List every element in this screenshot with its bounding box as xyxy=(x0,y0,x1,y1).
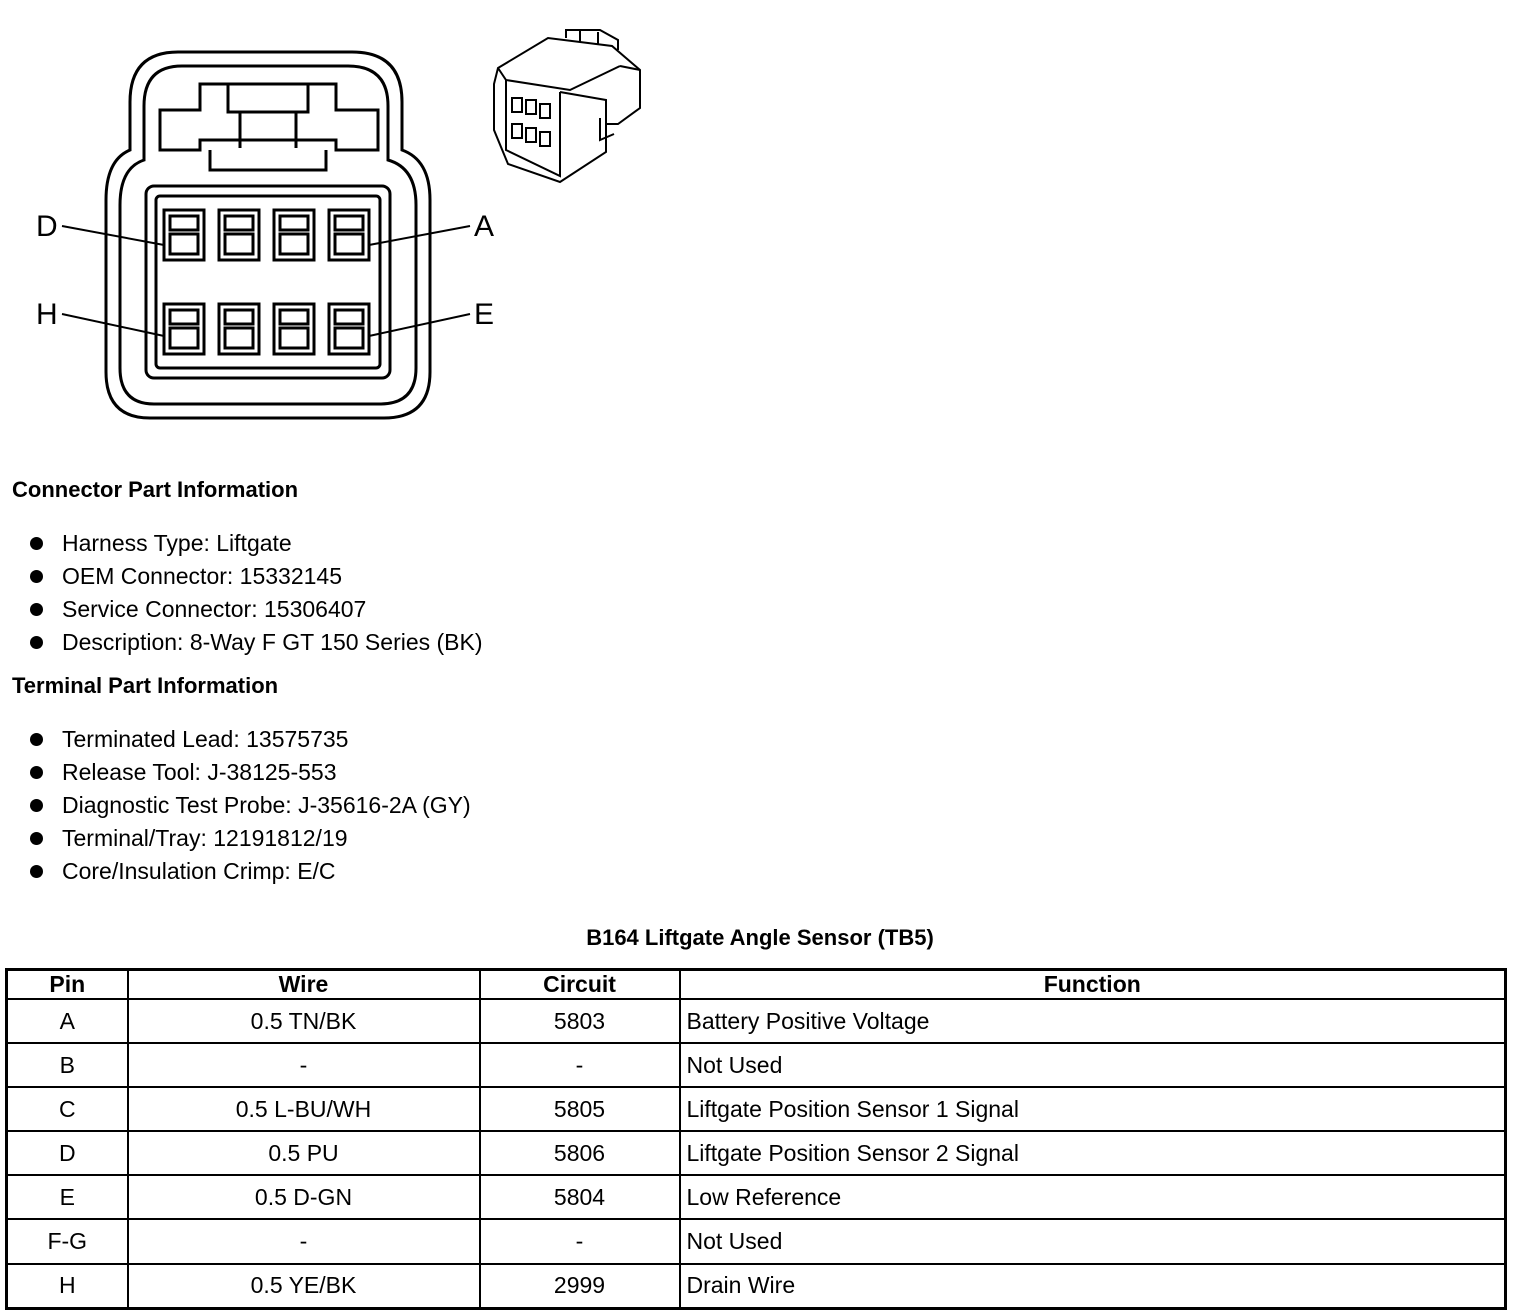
pin-label-e: E xyxy=(474,298,495,331)
cell-pin: C xyxy=(7,1087,128,1131)
cell-circuit: 5803 xyxy=(480,999,680,1043)
header-wire: Wire xyxy=(128,970,480,1000)
cell-pin: H xyxy=(7,1264,128,1309)
cell-function: Liftgate Position Sensor 2 Signal xyxy=(680,1131,1506,1175)
list-item: Service Connector: 15306407 xyxy=(30,593,483,626)
terminal-cavities-top xyxy=(164,210,369,260)
terminal-info-list xyxy=(30,723,471,888)
pin-label-h: H xyxy=(36,298,58,331)
cell-function: Not Used xyxy=(680,1043,1506,1087)
list-item: Core/Insulation Crimp: E/C xyxy=(30,855,471,888)
cell-wire: 0.5 PU xyxy=(128,1131,480,1175)
cell-wire: 0.5 D-GN xyxy=(128,1175,480,1219)
table-title: B164 Liftgate Angle Sensor (TB5) xyxy=(586,925,934,950)
cell-circuit: 5806 xyxy=(480,1131,680,1175)
connector-info-title: Connector Part Information xyxy=(12,477,299,502)
cell-pin: F-G xyxy=(7,1219,128,1263)
latch xyxy=(160,84,378,150)
cell-circuit: 2999 xyxy=(480,1264,680,1309)
list-item: Harness Type: Liftgate xyxy=(30,527,483,560)
table-row xyxy=(7,1175,1506,1219)
table-row xyxy=(7,1043,1506,1087)
list-item: OEM Connector: 15332145 xyxy=(30,560,483,593)
connector-info-list xyxy=(30,527,483,659)
pinout-table xyxy=(5,968,1507,1310)
pin-label-d: D xyxy=(36,210,58,243)
header-pin: Pin xyxy=(7,970,128,1000)
list-item: Terminal/Tray: 12191812/19 xyxy=(30,822,471,855)
terminal-cavities-bottom xyxy=(164,304,369,354)
cell-function: Low Reference xyxy=(680,1175,1506,1219)
header-function: Function xyxy=(680,970,1506,1000)
cell-function: Drain Wire xyxy=(680,1264,1506,1309)
cell-wire: - xyxy=(128,1219,480,1263)
table-row xyxy=(7,1219,1506,1263)
list-item: Terminated Lead: 13575735 xyxy=(30,723,471,756)
cell-circuit: 5805 xyxy=(480,1087,680,1131)
table-row xyxy=(7,1131,1506,1175)
cell-pin: B xyxy=(7,1043,128,1087)
table-row xyxy=(7,999,1506,1043)
cell-function: Not Used xyxy=(680,1219,1506,1263)
cell-pin: A xyxy=(7,999,128,1043)
table-row xyxy=(7,1264,1506,1309)
list-item: Release Tool: J-38125-553 xyxy=(30,756,471,789)
cell-wire: 0.5 L-BU/WH xyxy=(128,1087,480,1131)
cell-circuit: - xyxy=(480,1043,680,1087)
connector-face-diagram xyxy=(0,0,660,440)
cell-circuit: - xyxy=(480,1219,680,1263)
header-circuit: Circuit xyxy=(480,970,680,1000)
cell-pin: D xyxy=(7,1131,128,1175)
terminal-info-title: Terminal Part Information xyxy=(12,673,279,698)
cell-wire: 0.5 YE/BK xyxy=(128,1264,480,1309)
cell-function: Battery Positive Voltage xyxy=(680,999,1506,1043)
cell-wire: 0.5 TN/BK xyxy=(128,999,480,1043)
cell-pin: E xyxy=(7,1175,128,1219)
connector-3d-illustration xyxy=(494,30,640,182)
cell-wire: - xyxy=(128,1043,480,1087)
list-item: Description: 8-Way F GT 150 Series (BK) xyxy=(30,626,483,659)
table-header-row xyxy=(7,970,1506,1000)
cell-function: Liftgate Position Sensor 1 Signal xyxy=(680,1087,1506,1131)
pin-label-a: A xyxy=(474,210,495,243)
cell-circuit: 5804 xyxy=(480,1175,680,1219)
table-row xyxy=(7,1087,1506,1131)
list-item: Diagnostic Test Probe: J-35616-2A (GY) xyxy=(30,789,471,822)
